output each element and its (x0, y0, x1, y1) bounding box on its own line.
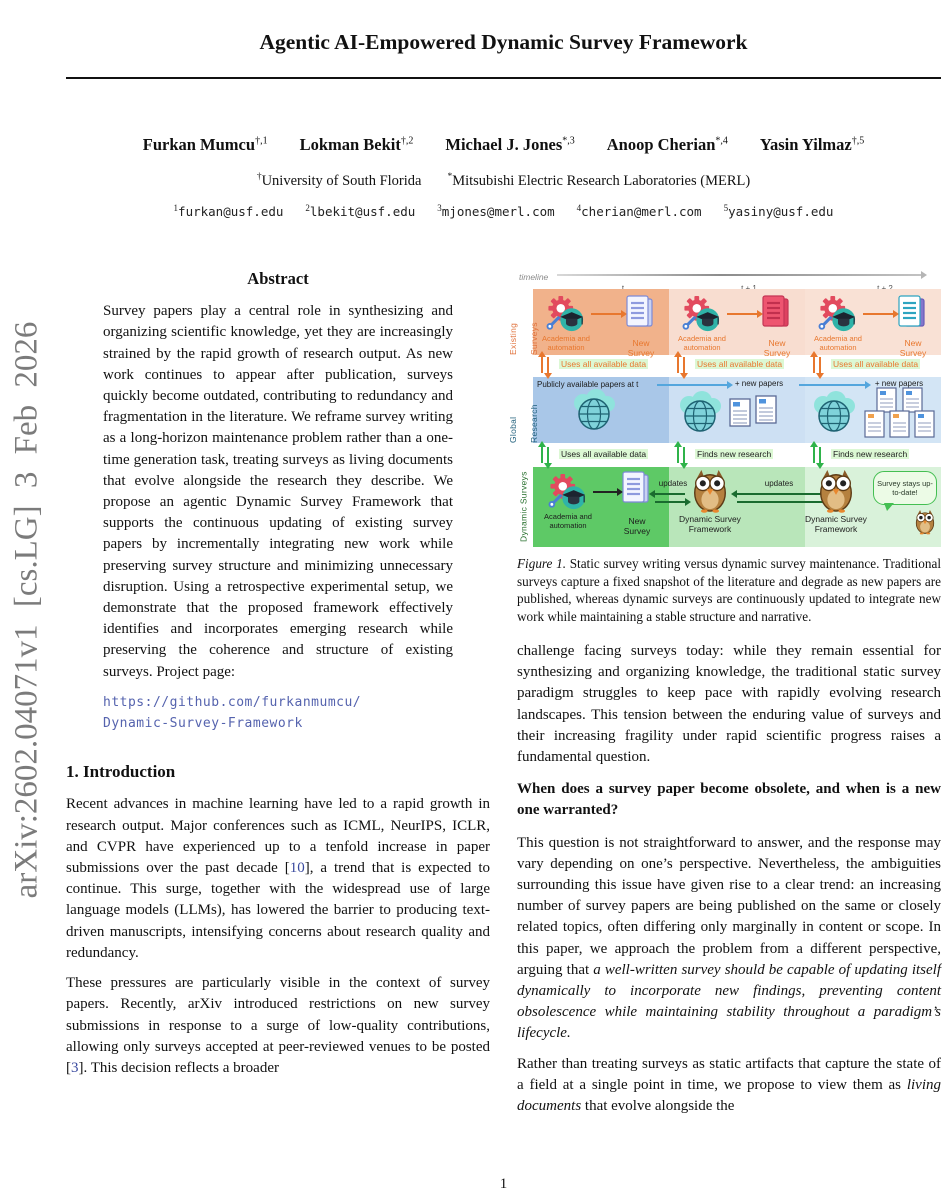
owl-icon-small (913, 509, 937, 535)
fig-label-updates: updates (764, 479, 794, 488)
author-name: Furkan Mumcu (142, 135, 256, 154)
arrow-up (541, 357, 543, 373)
email-sup: 4 (576, 202, 582, 213)
papers-icon (729, 395, 781, 429)
body-text: Recent advances in machine learning have led to a rapid growth in research output. Major conferences such as ICML, NeurIPS, ICLR, and CVPR have experienced up to a tenfold increase in paper submissions over the past decade [ (66, 796, 490, 877)
arrow-right (799, 384, 865, 386)
timeline-label: timeline (519, 272, 549, 282)
academia-automation-icon (547, 473, 589, 511)
globe-icon (809, 393, 857, 433)
owl-icon (815, 469, 857, 513)
body-text-italic: living documents (517, 1076, 941, 1115)
abstract-block (66, 268, 490, 734)
affil-text: University of South Florida (261, 172, 422, 189)
body-text: This question is not straightforward to answer, and the response may vary depending on one’s perspective. Nevertheless, the ambiguities surrounding this issue have given rise to a clear trend: an increasing number of survey papers are being published on the same or closely related topics, often differing only marginally in content or scope. In this paper, we approach the problem from a different perspective, arguing that (517, 834, 941, 978)
email[interactable] (577, 203, 702, 219)
email-text: yasiny@usf.edu (728, 203, 834, 219)
author (607, 135, 728, 155)
fig-label-finds-research (695, 450, 805, 460)
row-label-global-research: Global (507, 416, 518, 443)
fig-label-uses-data-text: Uses all available data (833, 359, 919, 369)
arrow-left (655, 493, 685, 495)
author (300, 135, 414, 155)
body-text: These pressures are particularly visible in the context of survey papers. Recently, arXiv introduced restrictions on new survey submissions in response to a surge of low-quality contributions, allowing only surveys accepted at peer-reviewed venues to be posted [ (66, 975, 490, 1076)
fig-label-public-papers: Publicly available papers at t (537, 380, 639, 389)
author-name: Anoop Cherian (606, 135, 716, 154)
fig-label-academia: Academia and automation (678, 334, 726, 352)
speech-bubble (873, 471, 937, 505)
project-link[interactable] (103, 692, 453, 734)
fig-label-dsf: Dynamic Survey Framework (805, 514, 867, 534)
affil-sup: † (256, 172, 262, 182)
academia-automation-icon (545, 295, 587, 333)
row-label-dynamic-surveys: Dynamic Surveys (518, 471, 529, 543)
arrow-right (655, 501, 685, 503)
arrow-right (737, 501, 825, 503)
author-list (66, 135, 941, 155)
row-label-existing-surveys: Existing (507, 322, 518, 355)
figure-1 (507, 265, 941, 547)
project-link-line2[interactable]: Dynamic-Survey-Framework (103, 716, 303, 732)
body-text-italic: a well-written survey should be capable of updating itself dynamically to incorporate new findings, preventing content obsolescence while maintaining stability throughout a paradigm’s lifecycle. (517, 961, 941, 1042)
question-text: When does a survey paper become obsolete, and when is a new one warranted? (517, 781, 941, 819)
globe-icon (569, 391, 617, 431)
body-text: ], a trend that is expected to continue. This surge, together with the widespread use of large language models (LLMs), has lowered the barrier to producing text-driven manuscripts, intensifying concerns about research quality and redundancy. (66, 860, 490, 961)
email[interactable] (174, 203, 284, 219)
affiliation-list (66, 172, 941, 190)
fig-label-new-papers: + new papers (734, 379, 784, 388)
fig-label-finds-research-text: Finds new research (697, 449, 772, 459)
body-paragraph (517, 1054, 941, 1118)
paper-stack-icon (863, 387, 935, 439)
arrow-down (547, 357, 549, 373)
timeline-arrow (557, 274, 921, 276)
fig-label-uses-data-text: Uses all available data (561, 449, 647, 459)
arrow-down (819, 447, 821, 463)
arxiv-watermark: arXiv:2602.04071v1 [cs.LG] 3 Feb 2026 (8, 321, 45, 899)
fig-label-uses-data (831, 360, 941, 370)
fig-label-new-survey: New Survey (627, 338, 655, 358)
arrow-up (677, 357, 679, 373)
author (445, 135, 574, 155)
email[interactable] (724, 203, 834, 219)
intro-paragraph-1 (66, 794, 490, 964)
fig-label-uses-data-text: Uses all available data (561, 359, 647, 369)
arrow-right (593, 491, 617, 493)
question-paragraph (517, 779, 941, 821)
arrow-up (813, 357, 815, 373)
email[interactable] (437, 203, 554, 219)
arrow-down (683, 447, 685, 463)
fig-label-academia: Academia and automation (814, 334, 862, 352)
fig-label-new-survey: New Survey (763, 338, 791, 358)
new-survey-document-icon (897, 295, 927, 329)
affil-text: Mitsubishi Electric Research Laboratories (MERL) (452, 172, 751, 189)
figure-caption-text: Static survey writing versus dynamic survey maintenance. Traditional surveys capture a fixed snapshot of the literature and degrade as new papers are published, whereas dynamic surveys are continuously updated to integrate new work while maintaining a stable structure and narrative. (517, 556, 941, 624)
affiliation (257, 172, 422, 190)
email-text: cherian@merl.com (581, 203, 702, 219)
author-sup: †,2 (400, 135, 414, 147)
email-text: mjones@merl.com (441, 203, 555, 219)
author-sup: *,4 (715, 135, 728, 147)
arrow-down (819, 357, 821, 373)
globe-icon (675, 393, 723, 433)
author-name: Lokman Bekit (299, 135, 401, 154)
fig-label-academia: Academia and automation (544, 512, 592, 530)
intro-paragraph-2 (66, 973, 490, 1079)
author (760, 135, 864, 155)
fig-label-updates: updates (658, 479, 688, 488)
author-sup: †,5 (851, 135, 865, 147)
arrow-right (863, 313, 893, 315)
affiliation (447, 172, 750, 190)
author-name: Michael J. Jones (445, 135, 563, 154)
email-sup: 5 (723, 202, 729, 213)
body-paragraph (517, 833, 941, 1045)
arrow-right (727, 313, 757, 315)
author-name: Yasin Yilmaz (759, 135, 852, 154)
fig-label-academia: Academia and automation (542, 334, 590, 352)
arrow-right (657, 384, 727, 386)
citation-10[interactable]: 10 (289, 860, 305, 877)
section-heading-introduction: 1. Introduction (66, 762, 176, 782)
fig-label-uses-data (559, 450, 669, 460)
figure-caption (517, 555, 941, 625)
fig-label-new-survey: New Survey (899, 338, 927, 358)
body-text: that evolve alongside the (581, 1098, 735, 1115)
body-text: Rather than treating surveys as static artifacts that capture the state of a field at a single point in time, we propose to view them as (517, 1055, 941, 1093)
abstract-text: Survey papers play a central role in synthesizing and organizing scientific knowledge, yet they are increasingly strained by the rapid growth of research output. As new work continues to appear after publication, surveys quickly become outdated, contributing to redundancy and fragmentation in the literature. We reframe survey writing as a long-horizon maintenance problem rather than a one-time generation task, treating surveys as living documents that evolve alongside the research they describe. We propose an agentic Dynamic Survey Framework that supports the continuous updating of existing survey papers by incrementally integrating new work while preserving survey structure and minimizing unnecessary disruption. Using a retrospective experimental setup, we demonstrate that the proposed framework effectively identifies and incorporates emerging research while preserving the coherence and structure of existing surveys. Project page: (103, 303, 453, 680)
right-column (507, 265, 941, 1165)
arrow-up (541, 447, 543, 463)
fig-label-finds-research-text: Finds new research (833, 449, 908, 459)
new-survey-document-icon (621, 471, 651, 505)
left-column (66, 268, 490, 1168)
abstract-heading: Abstract (247, 269, 309, 288)
fig-label-new-papers: + new papers (874, 379, 924, 388)
author-sup: *,3 (562, 135, 575, 147)
new-survey-document-icon (761, 295, 791, 329)
email-text: furkan@usf.edu (178, 203, 284, 219)
fig-label-finds-research (831, 450, 941, 460)
arrow-right (591, 313, 621, 315)
academia-automation-icon (817, 295, 859, 333)
email-text: lbekit@usf.edu (309, 203, 416, 219)
abstract-paragraph (103, 301, 453, 683)
arrow-left (737, 493, 825, 495)
header-rule (66, 77, 941, 79)
arrow-up (813, 447, 815, 463)
fig-label-new-survey: New Survey (623, 516, 651, 536)
affil-sup: * (447, 172, 453, 182)
arrow-up (677, 447, 679, 463)
email-sup: 2 (305, 202, 310, 213)
arrow-down (547, 447, 549, 463)
email-sup: 1 (173, 202, 179, 213)
arrow-down (683, 357, 685, 373)
body-text: ]. This decision reflects a broader (78, 1059, 279, 1076)
figure-caption-tag: Figure 1. (517, 556, 566, 571)
email-sup: 3 (437, 202, 442, 213)
author-sup: †,1 (255, 135, 268, 147)
body-text: challenge facing surveys today: while they remain essential for synthesizing and organizing knowledge, the traditional static survey paradigm struggles to keep pace with rapidly evolving research landscapes. This tension between the enduring value of surveys and their increasing fragility under rapid scientific progress raises a fundamental question. (517, 643, 941, 766)
speech-bubble-text: Survey stays up-to-date! (877, 479, 933, 497)
fig-label-uses-data-text: Uses all available data (697, 359, 783, 369)
email-list (66, 203, 941, 219)
paper-header (66, 0, 941, 219)
academia-automation-icon (681, 295, 723, 333)
email[interactable] (305, 203, 415, 219)
author (143, 135, 268, 155)
project-link-line1[interactable]: https://github.com/furkanmumcu/ (103, 694, 362, 710)
fig-label-dsf: Dynamic Survey Framework (679, 514, 741, 534)
owl-icon (689, 469, 731, 513)
new-survey-document-icon (625, 295, 655, 329)
fig-label-uses-data (695, 360, 805, 370)
body-paragraph (517, 641, 941, 768)
page-number: 1 (499, 1176, 508, 1192)
page-title: Agentic AI-Empowered Dynamic Survey Framework (259, 30, 748, 54)
citation-3[interactable]: 3 (71, 1059, 79, 1076)
fig-label-uses-data (559, 360, 669, 370)
